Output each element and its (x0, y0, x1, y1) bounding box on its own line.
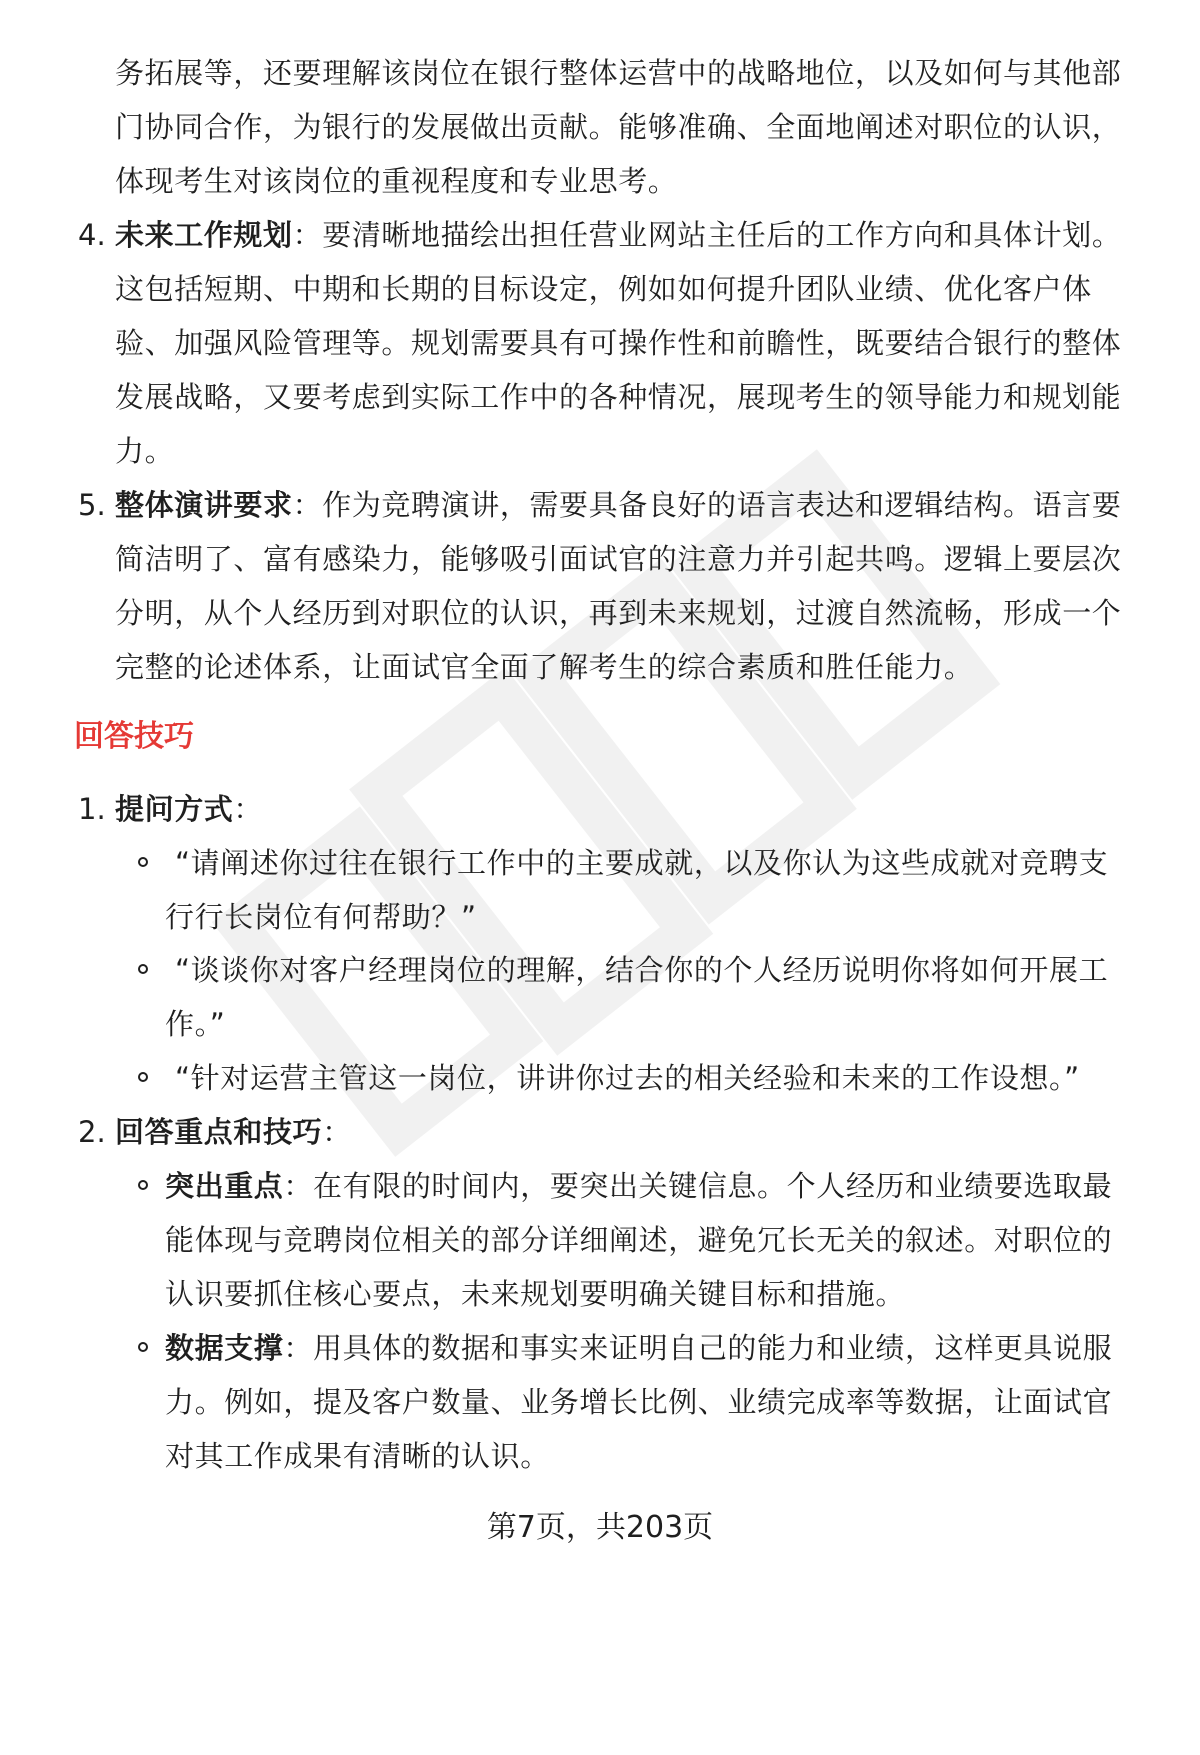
bullet-icon (138, 1342, 148, 1352)
bullet-icon (138, 964, 148, 974)
paragraph-line: 体现考生对该岗位的重视程度和专业思考。 (115, 164, 678, 198)
separator: ： (233, 792, 264, 826)
bullet-text: 用具体的数据和事实来证明自己的能力和业绩，这样更具说服 (313, 1331, 1113, 1365)
separator: ： (292, 488, 323, 522)
list-number: 4. (78, 218, 106, 252)
bullet-icon (138, 857, 148, 867)
bullet-text: 在有限的时间内，要突出关键信息。个人经历和业绩要选取最 (313, 1169, 1113, 1203)
list-item-title: 未来工作规划 (115, 218, 293, 252)
separator: ： (283, 1169, 314, 1203)
list-item-title: 整体演讲要求 (115, 488, 293, 522)
separator: ： (292, 218, 323, 252)
list-item-text: 作为竞聘演讲，需要具备良好的语言表达和逻辑结构。语言要 (322, 488, 1122, 522)
bullet-line: 认识要抓住核心要点，未来规划要明确关键目标和措施。 (165, 1277, 906, 1311)
section-title: 回答技巧 (74, 719, 194, 754)
bullet-title: 突出重点 (165, 1169, 284, 1203)
bullet-line: 力。例如，提及客户数量、业务增长比例、业绩完成率等数据，让面试官 (165, 1385, 1113, 1419)
bullet-line: 行行长岗位有何帮助？” (165, 900, 477, 934)
list-item-first-line (115, 215, 1121, 255)
separator: ： (322, 1115, 352, 1149)
list-number: 1. (78, 792, 106, 826)
list-item-title: 提问方式 (115, 792, 234, 826)
bullet-line: “针对运营主管这一岗位，讲讲你过去的相关经验和未来的工作设想。” (175, 1061, 1080, 1095)
bullet-icon (138, 1180, 148, 1190)
bullet-first-line (165, 1166, 1112, 1206)
bullet-title: 数据支撑 (165, 1331, 284, 1365)
paragraph-line: 发展战略，又要考虑到实际工作中的各种情况，展现考生的领导能力和规划能 (115, 380, 1122, 414)
bullet-line: “请阐述你过往在银行工作中的主要成就，以及你认为这些成就对竞聘支 (175, 846, 1109, 880)
bullet-line: 能体现与竞聘岗位相关的部分详细阐述，避免冗长无关的叙述。对职位的 (165, 1223, 1113, 1257)
bullet-line: 对其工作成果有清晰的认识。 (165, 1439, 550, 1473)
paragraph-line: 完整的论述体系，让面试官全面了解考生的综合素质和胜任能力。 (115, 650, 974, 684)
paragraph-line: 分明，从个人经历到对职位的认识，再到未来规划，过渡自然流畅，形成一个 (115, 596, 1122, 630)
bullet-first-line (165, 1328, 1112, 1368)
bullet-line: “谈谈你对客户经理岗位的理解，结合你的个人经历说明你将如何开展工 (175, 953, 1109, 987)
paragraph-line: 门协同合作，为银行的发展做出贡献。能够准确、全面地阐述对职位的认识， (115, 110, 1122, 144)
list-item-first-line (115, 485, 1121, 525)
list-item-text: 要清晰地描绘出担任营业网站主任后的工作方向和具体计划。 (322, 218, 1122, 252)
page-number: 第7页，共203页 (486, 1510, 714, 1545)
bullet-icon (138, 1072, 148, 1082)
list-item-first-line (115, 789, 263, 829)
paragraph-line: 这包括短期、中期和长期的目标设定，例如如何提升团队业绩、优化客户体 (115, 272, 1092, 306)
list-item-first-line (115, 1112, 352, 1152)
bullet-line: 作。” (165, 1007, 226, 1041)
list-number: 2. (78, 1115, 106, 1149)
paragraph-line: 力。 (115, 434, 175, 468)
paragraph-line: 务拓展等，还要理解该岗位在银行整体运营中的战略地位，以及如何与其他部 (115, 56, 1122, 90)
separator: ： (283, 1331, 314, 1365)
list-item-title: 回答重点和技巧 (115, 1115, 323, 1149)
paragraph-line: 验、加强风险管理等。规划需要具有可操作性和前瞻性，既要结合银行的整体 (115, 326, 1122, 360)
paragraph-line: 简洁明了、富有感染力，能够吸引面试官的注意力并引起共鸣。逻辑上要层次 (115, 542, 1122, 576)
list-number: 5. (78, 488, 106, 522)
